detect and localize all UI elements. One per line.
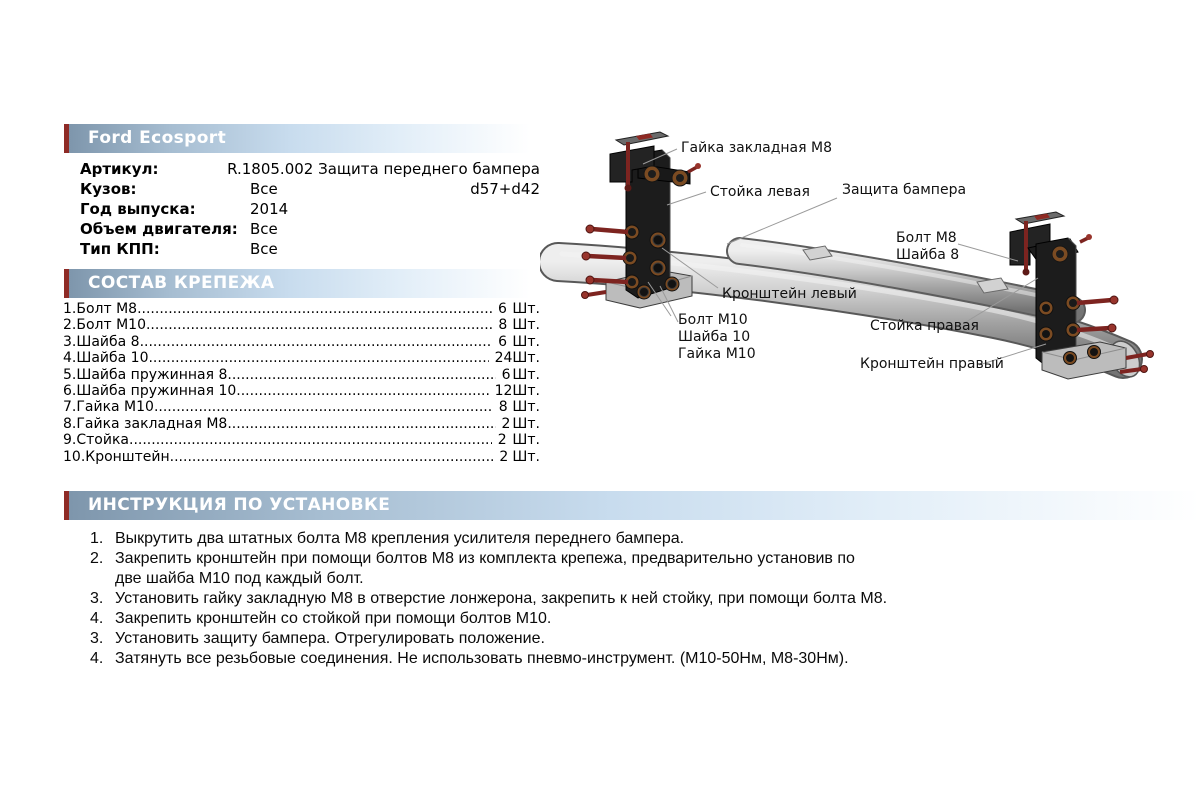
item-name: 5.Шайба пружинная 8 bbox=[63, 366, 228, 383]
dots-leader bbox=[146, 317, 492, 333]
item-name: 6.Шайба пружинная 10 bbox=[63, 383, 237, 400]
step-number: 4. bbox=[90, 610, 104, 627]
info-row-year bbox=[80, 199, 540, 219]
label-shajba-10: Шайба 10 bbox=[678, 329, 751, 345]
list-item bbox=[63, 367, 540, 383]
fasteners-header-bar bbox=[64, 269, 530, 298]
instruction-line bbox=[90, 549, 1130, 569]
label-gajka-zakladnaya-m8: Гайка закладная М8 bbox=[681, 140, 832, 156]
dots-leader bbox=[227, 367, 495, 383]
label-stojka-levaya: Стойка левая bbox=[710, 184, 810, 200]
info-row-transmission bbox=[80, 239, 540, 259]
left-stand-assembly bbox=[582, 132, 702, 308]
step-text: Установить защиту бампера. Отрегулировать положение. bbox=[115, 630, 545, 647]
dots-leader bbox=[236, 383, 488, 399]
info-value: Все bbox=[250, 180, 278, 198]
step-text: две шайба М10 под каждый болт. bbox=[115, 570, 364, 587]
label-gajka-m10: Гайка М10 bbox=[678, 346, 756, 362]
list-item bbox=[63, 399, 540, 415]
label-bolt-m8: Болт М8 bbox=[896, 230, 957, 246]
instruction-line bbox=[90, 649, 1130, 669]
info-value: R.1805.002 Защита переднего бампера bbox=[227, 160, 540, 178]
instruction-line bbox=[90, 569, 1130, 589]
item-name: 7.Гайка М10 bbox=[63, 399, 154, 416]
info-value: Все bbox=[250, 220, 278, 238]
step-text: Закрепить кронштейн при помощи болтов М8 из комплекта крепежа, предварительно установив по bbox=[115, 550, 855, 567]
label-shajba-8: Шайба 8 bbox=[896, 247, 960, 263]
info-label: Тип КПП: bbox=[80, 240, 160, 258]
item-unit: Шт. bbox=[512, 366, 540, 383]
step-text: Затянуть все резьбовые соединения. Не использовать пневмо-инструмент. (М10-50Нм, М8-30Нм). bbox=[115, 650, 849, 667]
dots-leader bbox=[148, 350, 488, 366]
step-number: 2. bbox=[90, 550, 104, 567]
item-unit: Шт. bbox=[512, 383, 540, 400]
fastener-list bbox=[63, 301, 540, 465]
info-label: Кузов: bbox=[80, 180, 137, 198]
item-qty: 2 bbox=[499, 448, 509, 465]
instruction-line bbox=[90, 589, 1130, 609]
list-item bbox=[63, 301, 540, 317]
list-item bbox=[63, 334, 540, 350]
label-kronshtejn-levyj: Кронштейн левый bbox=[722, 286, 857, 302]
dots-leader bbox=[129, 432, 492, 448]
list-item bbox=[63, 449, 540, 465]
item-unit: Шт. bbox=[512, 350, 540, 367]
info-value: 2014 bbox=[250, 200, 289, 218]
assembly-diagram bbox=[540, 120, 1200, 400]
step-number bbox=[90, 569, 115, 589]
item-unit: Шт. bbox=[512, 333, 540, 350]
item-name: 10.Кронштейн bbox=[63, 448, 170, 465]
item-qty: 8 bbox=[498, 399, 508, 416]
item-qty: 24 bbox=[494, 350, 513, 367]
dots-leader bbox=[137, 301, 492, 317]
item-unit: Шт. bbox=[512, 301, 540, 317]
list-item bbox=[63, 416, 540, 432]
item-qty: 6 bbox=[498, 333, 508, 350]
info-label: Артикул: bbox=[80, 160, 159, 178]
list-item bbox=[63, 350, 540, 366]
item-qty: 2 bbox=[497, 432, 507, 449]
info-label: Объем двигателя: bbox=[80, 220, 238, 238]
info-row-body bbox=[80, 179, 540, 199]
list-item bbox=[63, 432, 540, 448]
item-qty: 6 bbox=[498, 301, 507, 317]
instruction-line bbox=[90, 529, 1130, 549]
step-number: 3. bbox=[90, 630, 104, 647]
item-name: 4.Шайба 10 bbox=[63, 350, 149, 367]
step-number: 4. bbox=[90, 650, 104, 667]
item-unit: Шт. bbox=[512, 415, 540, 432]
info-row-engine bbox=[80, 219, 540, 239]
step-text: Закрепить кронштейн со стойкой при помощи болтов М10. bbox=[115, 610, 552, 627]
label-kronshtejn-pravyj: Кронштейн правый bbox=[860, 356, 1004, 372]
list-item bbox=[63, 383, 540, 399]
item-qty: 2 bbox=[501, 415, 511, 432]
dots-leader bbox=[227, 416, 495, 432]
instructions-header-bar bbox=[64, 491, 1200, 520]
dots-leader bbox=[140, 334, 493, 350]
info-label: Год выпуска: bbox=[80, 200, 196, 218]
item-qty: 8 bbox=[498, 317, 508, 334]
dots-leader bbox=[170, 449, 494, 465]
item-unit: Шт. bbox=[512, 432, 540, 449]
instruction-steps bbox=[90, 529, 1130, 669]
step-number: 1. bbox=[90, 530, 104, 547]
list-item bbox=[63, 317, 540, 333]
info-row-article bbox=[80, 159, 540, 179]
item-name: 2.Болт М10 bbox=[63, 317, 146, 334]
instructions-title: ИНСТРУКЦИЯ ПО УСТАНОВКЕ bbox=[88, 495, 391, 515]
item-name: 1.Болт М8 bbox=[63, 301, 138, 317]
item-name: 8.Гайка закладная М8 bbox=[63, 415, 228, 432]
instruction-line bbox=[90, 609, 1130, 629]
label-zashchita-bampera: Защита бампера bbox=[842, 182, 967, 198]
step-text: Выкрутить два штатных болта М8 крепления усилителя переднего бампера. bbox=[115, 530, 685, 547]
tube-diameters: d57+d42 bbox=[470, 180, 540, 198]
item-unit: Шт. bbox=[512, 399, 540, 416]
label-bolt-m10: Болт М10 bbox=[678, 312, 748, 328]
dots-leader bbox=[154, 399, 493, 415]
instruction-line bbox=[90, 629, 1130, 649]
item-name: 9.Стойка bbox=[63, 432, 129, 449]
item-qty: 12 bbox=[494, 383, 513, 400]
product-info bbox=[80, 159, 540, 259]
fasteners-title: СОСТАВ КРЕПЕЖА bbox=[88, 273, 275, 293]
step-text: Установить гайку закладную М8 в отверстие лонжерона, закрепить к ней стойку, при помощи болта М8. bbox=[115, 590, 888, 607]
info-value: Все bbox=[250, 240, 278, 258]
item-qty: 6 bbox=[501, 366, 511, 383]
item-unit: Шт. bbox=[512, 448, 540, 465]
label-stojka-pravaya: Стойка правая bbox=[870, 318, 979, 334]
item-name: 3.Шайба 8 bbox=[63, 333, 140, 350]
step-number: 3. bbox=[90, 590, 104, 607]
model-header-bar bbox=[64, 124, 530, 153]
item-unit: Шт. bbox=[512, 317, 540, 334]
model-title: Ford Ecosport bbox=[88, 128, 227, 148]
